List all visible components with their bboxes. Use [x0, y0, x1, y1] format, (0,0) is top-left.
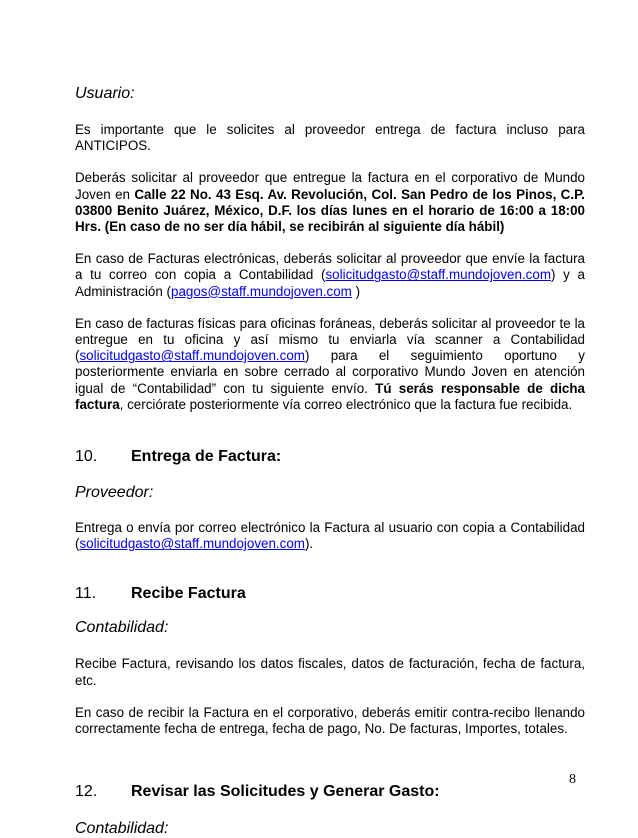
address-bold-text: Calle 22 No. 43 Esq. Av. Revolución, Col. San Pedro de los Pinos, C.P. 03800 Benito Juárez, México, D.F. los días lunes en el horario de 16:00 a 18:00 Hrs. (En caso de no ser día hábil, se recibirán al siguiente día hábil): [75, 186, 585, 235]
section-title: Entrega de Factura:: [131, 448, 282, 466]
paragraph-receive-invoice: Recibe Factura, revisando los datos fiscales, datos de facturación, fecha de factura, etc.: [75, 656, 585, 688]
section-title: Revisar las Solicitudes y Generar Gasto:: [131, 783, 440, 801]
paragraph-text: ) y a Administración (: [75, 267, 585, 299]
role-contabilidad: Contabilidad:: [75, 619, 169, 637]
paragraph-delivery-address: [75, 170, 585, 235]
paragraph-text: , cerciórate posteriormente vía correo electrónico que la factura fue recibida.: [119, 396, 573, 412]
paragraph-physical-invoices: [75, 316, 585, 413]
paragraph-electronic-invoices: [75, 251, 585, 300]
role-proveedor: Proveedor:: [75, 484, 154, 502]
paragraph-contra-recibo: En caso de recibir la Factura en el corporativo, deberás emitir contra-recibo llenando correctamente fecha de entrega, fecha de pago, No. De facturas, Importes, totales.: [75, 704, 585, 737]
role-usuario: Usuario:: [75, 85, 135, 102]
paragraph-text: ): [351, 283, 361, 299]
paragraph-text: Deberás solicitar al proveedor que entregue la factura en el corporativo de Mundo Joven en: [75, 170, 585, 202]
page-number: 8: [569, 772, 576, 787]
paragraph-delivery-invoice: [75, 520, 585, 552]
document-page: [75, 84, 585, 838]
section-number: 10.: [75, 448, 98, 466]
email-link-solicitudgasto[interactable]: solicitudgasto@staff.mundojoven.com: [325, 267, 551, 283]
paragraph-text: En caso de Facturas electrónicas, deberás solicitar al proveedor que envíe la factura a tu correo con copia a Contabilidad (: [75, 251, 585, 283]
paragraph-anticipos: Es importante que le solicites al proveedor entrega de factura incluso para ANTICIPOS.: [75, 122, 585, 154]
section-11-heading: [75, 584, 585, 604]
paragraph-text: ) para el seguimiento oportuno y posteriormente enviarla en sobre cerrado al corporativo Mundo Joven en atención igual de “Contabilidad” con tu siguiente envío.: [75, 348, 585, 396]
section-title: Recibe Factura: [131, 585, 246, 603]
section-number: 11.: [75, 585, 97, 603]
section-number: 12.: [75, 783, 98, 801]
paragraph-text: Entrega o envía por correo electrónico la Factura al usuario con copia a Contabilidad (: [75, 520, 585, 552]
responsibility-bold-text: Tú serás responsable de dicha factura: [75, 380, 585, 412]
section-12-heading: [75, 782, 585, 802]
email-link-pagos[interactable]: pagos@staff.mundojoven.com: [171, 283, 352, 299]
email-link-solicitudgasto[interactable]: solicitudgasto@staff.mundojoven.com: [79, 536, 305, 552]
paragraph-text: ).: [304, 536, 314, 552]
paragraph-text: En caso de facturas físicas para oficinas foráneas, deberás solicitar al proveedor te la entregue en tu oficina y así mismo tu enviarla vía scanner a Contabilidad (: [75, 315, 585, 364]
section-10-heading: [75, 447, 585, 467]
email-link-solicitudgasto[interactable]: solicitudgasto@staff.mundojoven.com: [79, 348, 305, 364]
role-contabilidad: Contabilidad:: [75, 820, 169, 838]
